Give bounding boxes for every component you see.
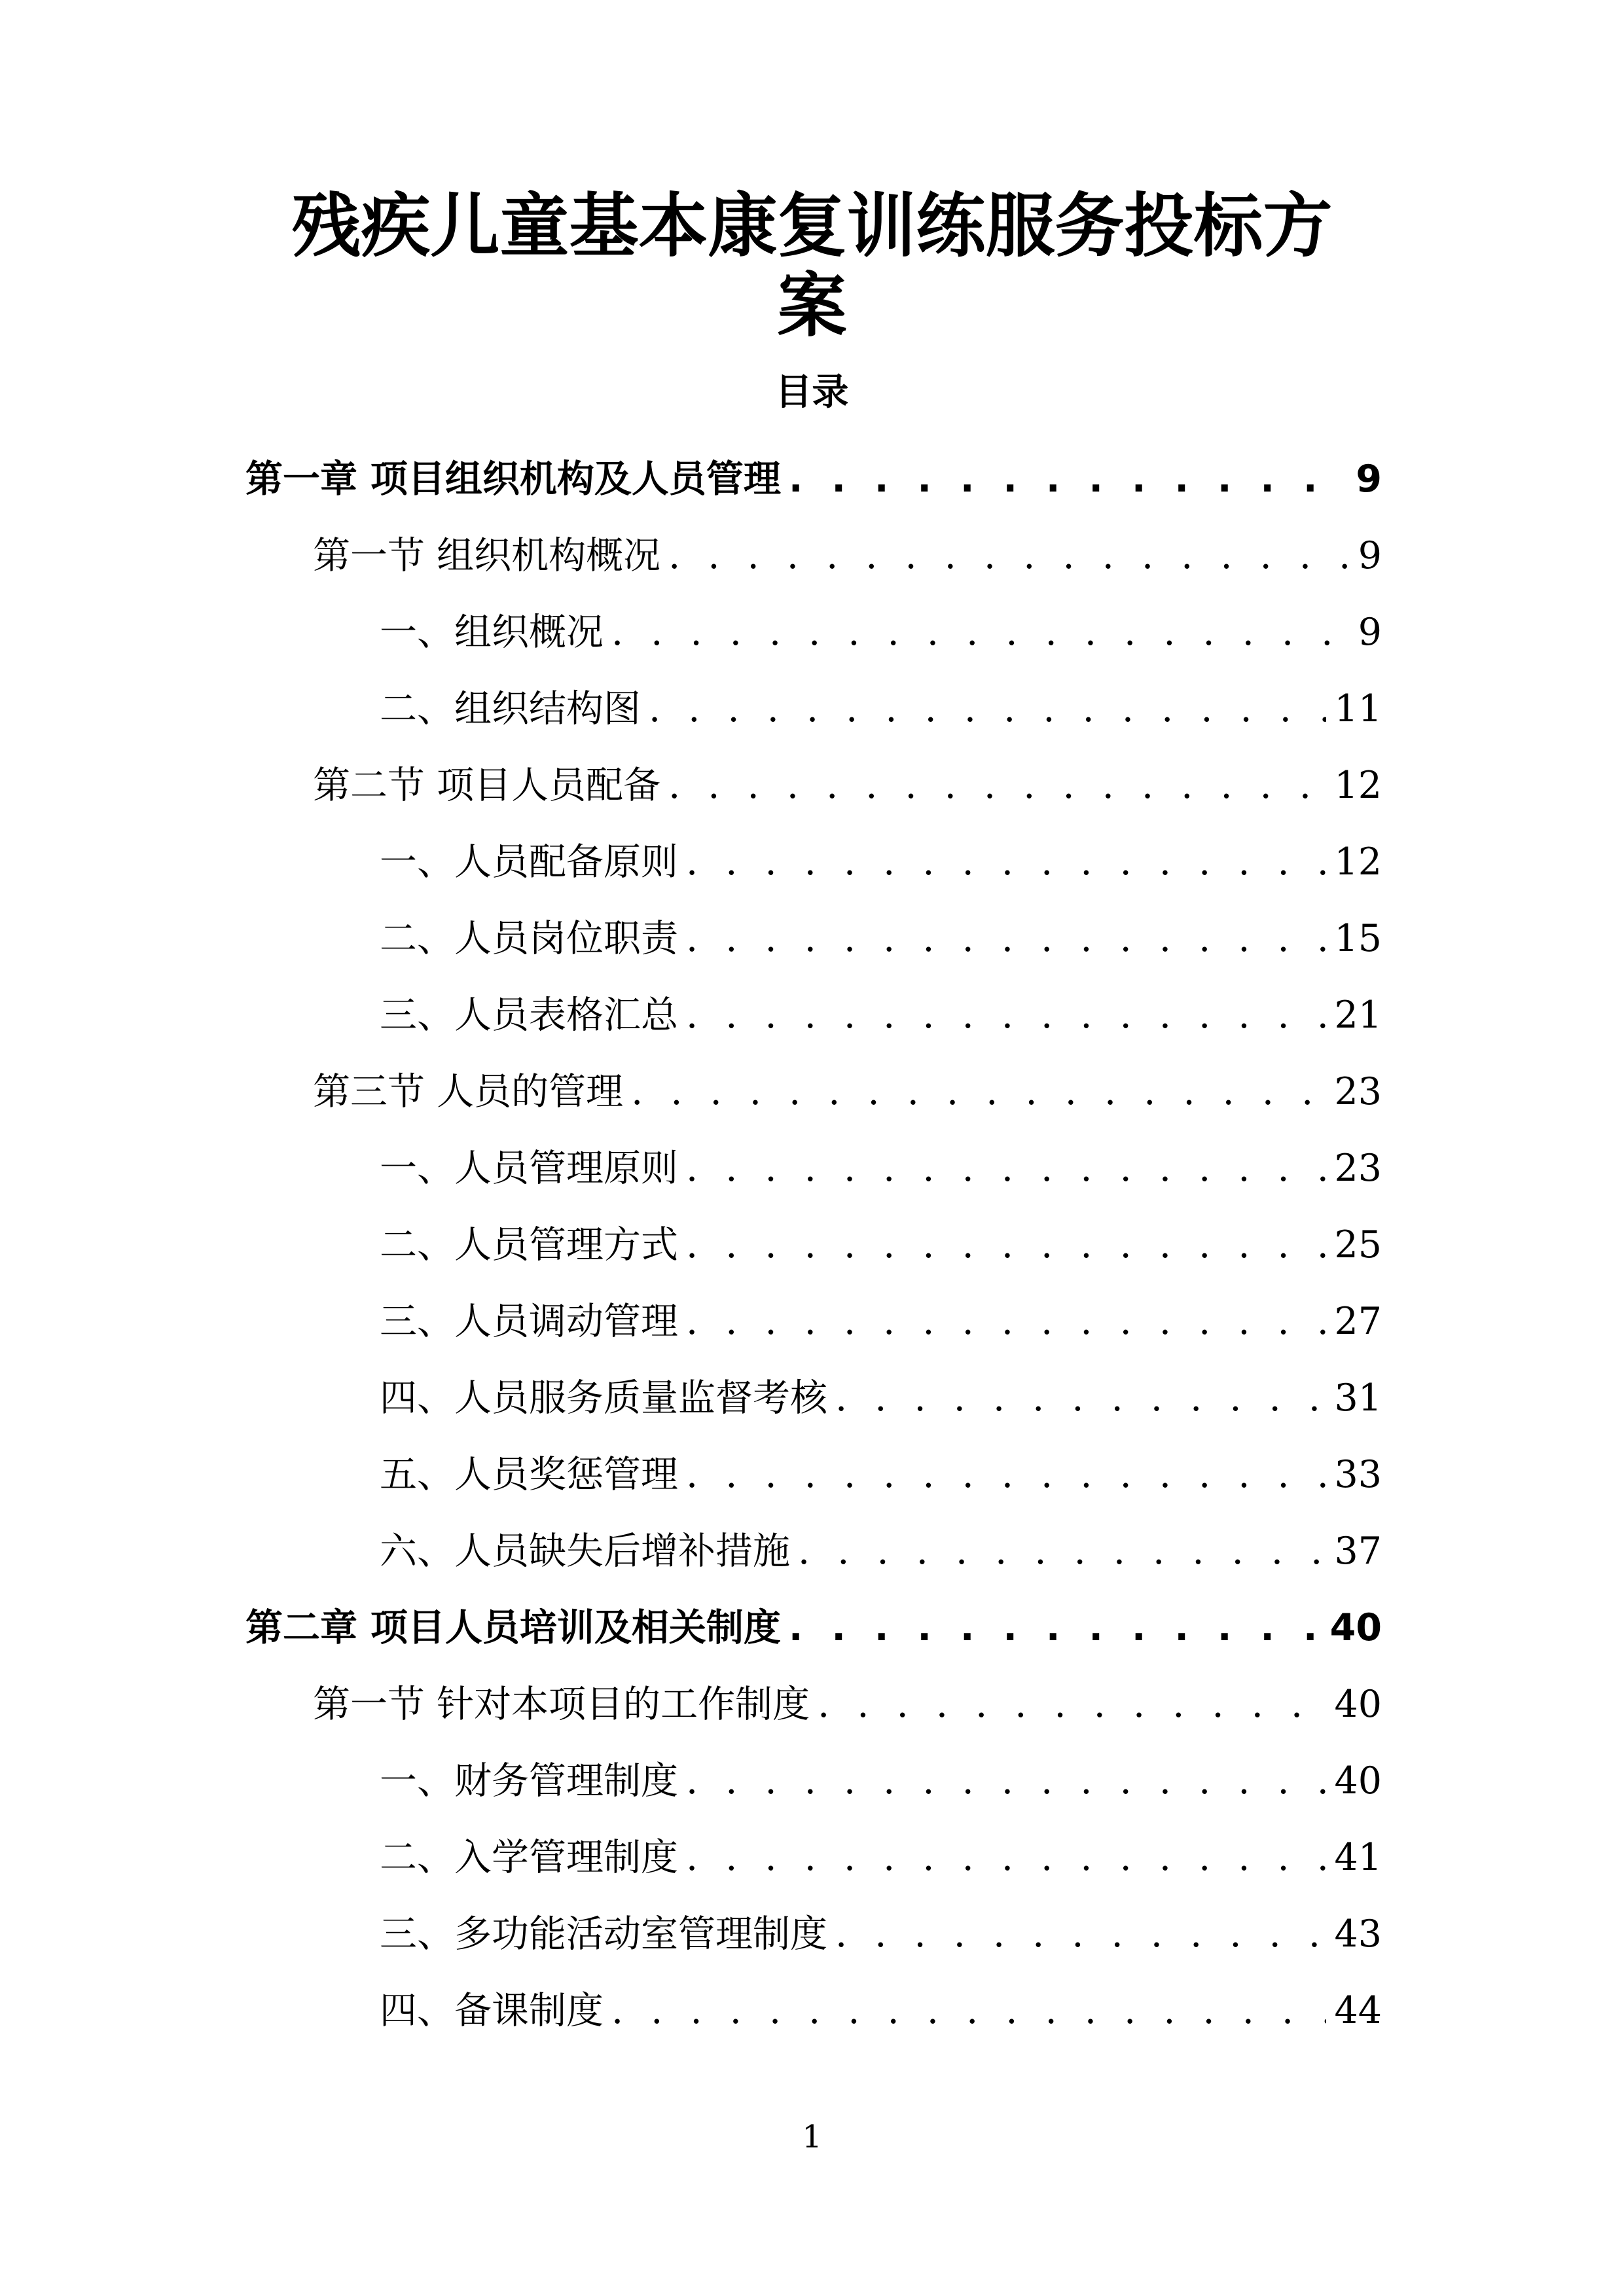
toc-entry-chapter[interactable] xyxy=(0,1590,1624,1666)
toc-entry-subsection[interactable] xyxy=(0,1360,1624,1437)
toc-dot-leader xyxy=(668,518,1350,594)
toc-dot-leader xyxy=(789,441,1348,518)
toc-dot-leader xyxy=(686,1820,1326,1896)
toc-entry-subsection[interactable] xyxy=(0,1743,1624,1820)
toc-entry-title: 一、人员配备原则 xyxy=(380,840,678,884)
toc-entry-section[interactable] xyxy=(0,518,1624,594)
toc-entry-title: 二、组织结构图 xyxy=(380,687,641,730)
toc-dot-leader xyxy=(686,1130,1326,1207)
toc-entry-title: 二、入学管理制度 xyxy=(380,1836,678,1879)
toc-entry-page-number: 40 xyxy=(1334,1759,1382,1803)
toc-dot-leader xyxy=(686,1437,1326,1513)
toc-entry-title: 第一节 组织机构概况 xyxy=(313,534,661,577)
toc-entry-title: 一、组织概况 xyxy=(380,611,604,654)
toc-entry-subsection[interactable] xyxy=(0,1820,1624,1896)
toc-entry-title: 二、人员岗位职责 xyxy=(380,917,678,960)
toc-entry-subsection[interactable] xyxy=(0,1973,1624,2049)
toc-entry-subsection[interactable] xyxy=(0,977,1624,1054)
toc-entry-page-number: 27 xyxy=(1334,1300,1382,1343)
toc-entry-page-number: 9 xyxy=(1358,611,1382,654)
toc-dot-leader xyxy=(686,1207,1326,1283)
toc-entry-title: 三、人员调动管理 xyxy=(380,1300,678,1343)
toc-entry-title: 第一章 项目组织机构及人员管理 xyxy=(245,457,781,501)
toc-entry-title: 三、人员表格汇总 xyxy=(380,994,678,1037)
toc-entry-title: 六、人员缺失后增补措施 xyxy=(380,1530,790,1573)
toc-entry-page-number: 21 xyxy=(1334,994,1382,1037)
toc-entry-title: 二、人员管理方式 xyxy=(380,1223,678,1266)
document-title-line-1: 残疾儿童基本康复训练服务投标方 xyxy=(291,186,1333,266)
toc-entry-page-number: 12 xyxy=(1334,764,1382,807)
toc-entry-page-number: 37 xyxy=(1334,1530,1382,1573)
toc-dot-leader xyxy=(686,977,1326,1054)
document-title xyxy=(0,187,1624,346)
toc-entry-section[interactable] xyxy=(0,1666,1624,1743)
toc-entry-chapter[interactable] xyxy=(0,441,1624,518)
toc-entry-title: 第三节 人员的管理 xyxy=(313,1070,624,1113)
toc-entry-title: 一、财务管理制度 xyxy=(380,1759,678,1803)
toc-entry-section[interactable] xyxy=(0,747,1624,824)
toc-entry-title: 三、多功能活动室管理制度 xyxy=(380,1912,827,1956)
toc-entry-title: 第二节 项目人员配备 xyxy=(313,764,661,807)
toc-dot-leader xyxy=(649,671,1326,747)
toc-entry-title: 四、人员服务质量监督考核 xyxy=(380,1376,827,1420)
toc-entry-page-number: 44 xyxy=(1334,1989,1382,2032)
toc-dot-leader xyxy=(611,594,1350,671)
toc-entry-section[interactable] xyxy=(0,1054,1624,1130)
toc-dot-leader xyxy=(631,1054,1326,1130)
toc-entry-page-number: 9 xyxy=(1358,534,1382,577)
toc-dot-leader xyxy=(611,1973,1326,2049)
toc-dot-leader xyxy=(668,747,1326,824)
toc-dot-leader xyxy=(686,824,1326,901)
toc-entry-subsection[interactable] xyxy=(0,901,1624,977)
toc-entry-page-number: 12 xyxy=(1334,840,1382,884)
toc-entry-page-number: 40 xyxy=(1334,1683,1382,1726)
toc-entry-subsection[interactable] xyxy=(0,824,1624,901)
table-of-contents xyxy=(0,441,1624,2049)
toc-entry-page-number: 41 xyxy=(1334,1836,1382,1879)
toc-dot-leader xyxy=(835,1360,1326,1437)
toc-entry-title: 五、人员奖惩管理 xyxy=(380,1453,678,1496)
toc-entry-page-number: 11 xyxy=(1334,687,1382,730)
toc-entry-page-number: 25 xyxy=(1334,1223,1382,1266)
toc-entry-subsection[interactable] xyxy=(0,1283,1624,1360)
document-title-line-2: 案 xyxy=(777,266,847,346)
toc-dot-leader xyxy=(835,1896,1326,1973)
toc-dot-leader xyxy=(818,1666,1326,1743)
toc-dot-leader xyxy=(686,1743,1326,1820)
toc-entry-page-number: 23 xyxy=(1334,1070,1382,1113)
toc-entry-page-number: 31 xyxy=(1334,1376,1382,1420)
toc-entry-subsection[interactable] xyxy=(0,1130,1624,1207)
toc-entry-page-number: 15 xyxy=(1334,917,1382,960)
toc-entry-subsection[interactable] xyxy=(0,1437,1624,1513)
toc-dot-leader xyxy=(686,901,1326,977)
toc-entry-page-number: 40 xyxy=(1329,1606,1382,1649)
toc-entry-page-number: 43 xyxy=(1334,1912,1382,1956)
toc-entry-title: 第一节 针对本项目的工作制度 xyxy=(313,1683,810,1726)
toc-dot-leader xyxy=(789,1590,1322,1666)
toc-entry-subsection[interactable] xyxy=(0,671,1624,747)
toc-entry-subsection[interactable] xyxy=(0,1207,1624,1283)
toc-dot-leader xyxy=(686,1283,1326,1360)
toc-entry-subsection[interactable] xyxy=(0,594,1624,671)
toc-entry-title: 四、备课制度 xyxy=(380,1989,604,2032)
toc-entry-title: 第二章 项目人员培训及相关制度 xyxy=(245,1606,781,1649)
toc-heading: 目录 xyxy=(775,371,849,414)
toc-entry-page-number: 9 xyxy=(1356,457,1382,501)
toc-entry-page-number: 33 xyxy=(1334,1453,1382,1496)
page-number: 1 xyxy=(802,2119,822,2155)
toc-entry-page-number: 23 xyxy=(1334,1147,1382,1190)
toc-entry-subsection[interactable] xyxy=(0,1513,1624,1590)
toc-dot-leader xyxy=(798,1513,1326,1590)
toc-entry-title: 一、人员管理原则 xyxy=(380,1147,678,1190)
toc-entry-subsection[interactable] xyxy=(0,1896,1624,1973)
